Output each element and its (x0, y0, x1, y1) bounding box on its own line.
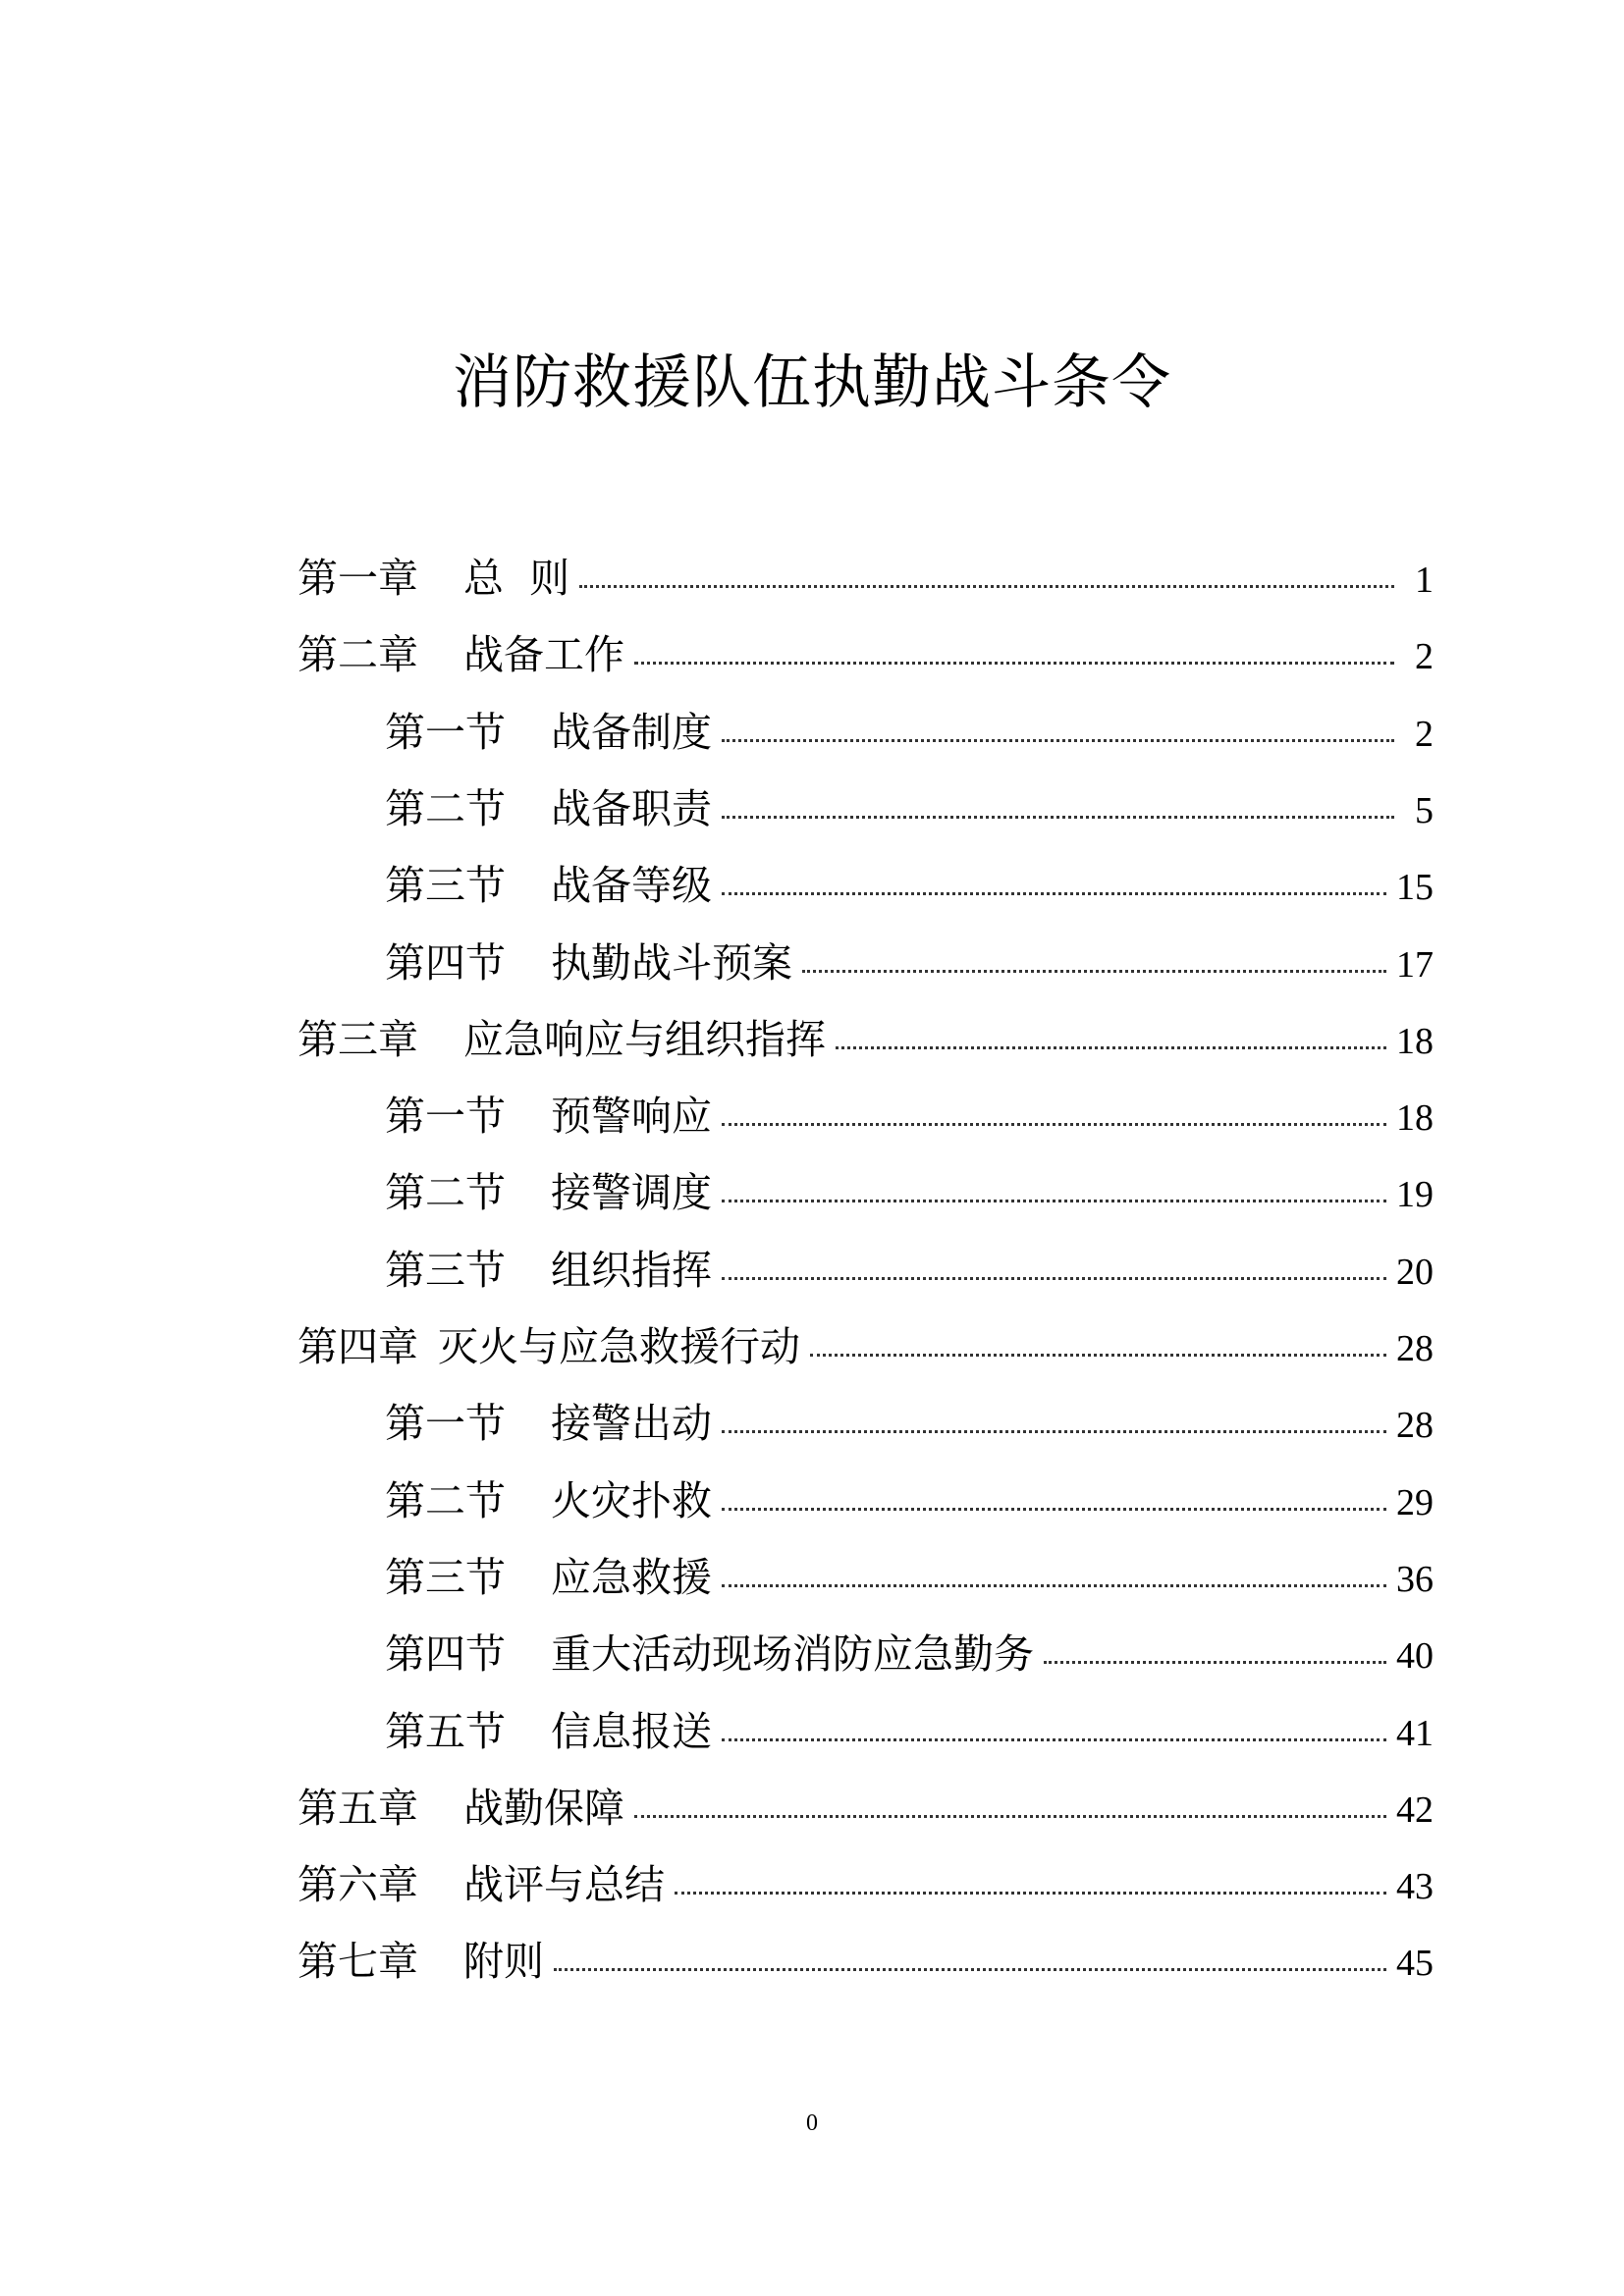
toc-section-row[interactable] (385, 700, 1434, 759)
toc-section-row[interactable] (385, 1622, 1434, 1681)
chapter-number: 第五章 (298, 1785, 418, 1832)
dot-leader (722, 1508, 1386, 1511)
chapter-title: 战勤保障 (463, 1785, 624, 1832)
toc-page-number: 28 (1396, 1328, 1434, 1369)
section-title: 应急救援 (551, 1554, 712, 1601)
dot-leader (675, 1892, 1386, 1895)
chapter-title: 总 则 (463, 555, 570, 602)
toc-chapter-row[interactable] (298, 1929, 1434, 1988)
chapter-title: 附则 (463, 1938, 544, 1985)
section-title: 信息报送 (551, 1708, 712, 1755)
chapter-number: 第六章 (298, 1861, 418, 1908)
chapter-number: 第二章 (298, 631, 418, 678)
section-number: 第五节 (385, 1708, 506, 1755)
toc-page-number: 43 (1396, 1866, 1434, 1907)
toc-chapter-row[interactable] (298, 1852, 1434, 1911)
toc-chapter-row[interactable] (298, 546, 1434, 605)
toc-page-number: 40 (1396, 1635, 1434, 1677)
page-number: 0 (806, 2110, 818, 2136)
dot-leader (810, 1354, 1386, 1357)
toc-chapter-row[interactable] (298, 1007, 1434, 1066)
chapter-number: 第四章 (298, 1323, 418, 1370)
section-title: 组织指挥 (551, 1247, 712, 1294)
section-number: 第一节 (385, 1400, 506, 1447)
section-title: 接警调度 (551, 1169, 712, 1216)
dot-leader (722, 1430, 1386, 1433)
section-title: 预警响应 (551, 1093, 712, 1140)
chapter-number: 第一章 (298, 555, 418, 602)
toc-section-row[interactable] (385, 1468, 1434, 1527)
dot-leader (722, 816, 1394, 819)
toc-page-number: 17 (1396, 944, 1434, 986)
section-title: 执勤战斗预案 (551, 939, 792, 987)
dot-leader (554, 1968, 1386, 1971)
toc-chapter-row[interactable] (298, 1776, 1434, 1835)
section-title: 火灾扑救 (551, 1477, 712, 1524)
toc-section-row[interactable] (385, 1545, 1434, 1604)
toc-chapter-row[interactable] (298, 622, 1434, 681)
section-number: 第三节 (385, 1554, 506, 1601)
section-number: 第二节 (385, 785, 506, 832)
section-number: 第一节 (385, 709, 506, 756)
section-number: 第二节 (385, 1477, 506, 1524)
toc-page-number: 5 (1415, 790, 1434, 831)
section-number: 第四节 (385, 939, 506, 987)
dot-leader (634, 1815, 1386, 1818)
section-number: 第三节 (385, 862, 506, 909)
dot-leader (802, 970, 1386, 973)
dot-leader (1044, 1661, 1386, 1664)
dot-leader (836, 1046, 1386, 1049)
toc-page-number: 2 (1415, 714, 1434, 755)
toc-page-number: 20 (1396, 1252, 1434, 1293)
toc-page-number: 15 (1396, 867, 1434, 908)
toc-chapter-row[interactable] (298, 1314, 1434, 1373)
toc-page-number: 42 (1396, 1789, 1434, 1831)
toc-page-number: 29 (1396, 1482, 1434, 1523)
dot-leader (722, 1123, 1386, 1126)
chapter-title: 应急响应与组织指挥 (463, 1016, 826, 1063)
toc-page-number: 18 (1396, 1021, 1434, 1062)
chapter-number: 第七章 (298, 1938, 418, 1985)
section-title: 战备制度 (551, 709, 712, 756)
dot-leader (634, 662, 1394, 665)
toc-section-row[interactable] (385, 1699, 1434, 1758)
toc-page-number: 18 (1396, 1097, 1434, 1139)
dot-leader (722, 892, 1386, 895)
section-number: 第二节 (385, 1169, 506, 1216)
dot-leader (579, 585, 1394, 588)
chapter-number: 第三章 (298, 1016, 418, 1063)
dot-leader (722, 1584, 1386, 1587)
document-title: 消防救援队伍执勤战斗条令 (453, 348, 1171, 417)
toc-page-number: 36 (1396, 1559, 1434, 1600)
section-title: 战备职责 (551, 785, 712, 832)
section-number: 第四节 (385, 1630, 506, 1678)
dot-leader (722, 1738, 1386, 1741)
section-title: 重大活动现场消防应急勤务 (551, 1630, 1034, 1678)
dot-leader (722, 739, 1394, 742)
section-title: 接警出动 (551, 1400, 712, 1447)
toc-section-row[interactable] (385, 853, 1434, 912)
chapter-title: 战评与总结 (463, 1861, 665, 1908)
chapter-title: 灭火与应急救援行动 (438, 1323, 800, 1370)
toc-section-row[interactable] (385, 931, 1434, 989)
toc-page-number: 1 (1415, 560, 1434, 601)
chapter-title: 战备工作 (463, 631, 624, 678)
toc-page-number: 2 (1415, 636, 1434, 677)
dot-leader (722, 1277, 1386, 1280)
section-number: 第三节 (385, 1247, 506, 1294)
section-number: 第一节 (385, 1093, 506, 1140)
toc-page-number: 19 (1396, 1174, 1434, 1215)
toc-section-row[interactable] (385, 776, 1434, 835)
toc-section-row[interactable] (385, 1391, 1434, 1450)
toc-section-row[interactable] (385, 1238, 1434, 1297)
section-title: 战备等级 (551, 862, 712, 909)
toc-page-number: 28 (1396, 1405, 1434, 1446)
toc-page-number: 41 (1396, 1713, 1434, 1754)
toc-page-number: 45 (1396, 1943, 1434, 1984)
toc-section-row[interactable] (385, 1084, 1434, 1143)
dot-leader (722, 1200, 1386, 1202)
toc-section-row[interactable] (385, 1160, 1434, 1219)
